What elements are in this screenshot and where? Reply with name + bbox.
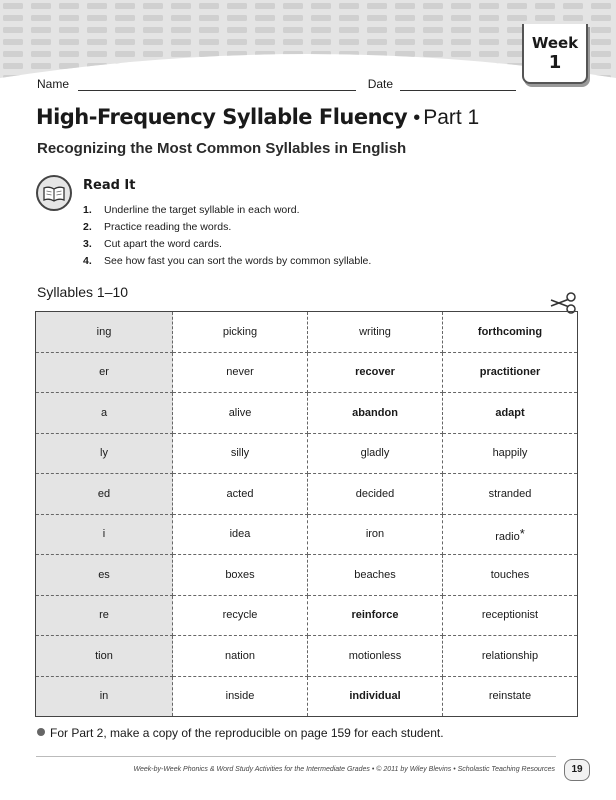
bullet-icon (37, 728, 45, 736)
footer-credit: Week-by-Week Phonics & Word Study Activities for the Intermediate Grades • © 2011 by Wiley Blevins • Scholastic Teaching Resources (133, 766, 555, 773)
word-text: recycle (222, 609, 258, 622)
syllable-cell: i (36, 514, 173, 555)
table-row (36, 474, 578, 515)
word-text: writing (359, 325, 391, 338)
table-row (36, 676, 578, 717)
word-text: happily (492, 447, 528, 460)
word-card (308, 555, 443, 596)
week-tab (522, 24, 588, 84)
word-card (443, 474, 578, 515)
word-card (443, 636, 578, 677)
word-card (173, 595, 308, 636)
word-card (308, 514, 443, 555)
word-text: silly (230, 447, 250, 460)
word-text: idea (229, 528, 251, 541)
open-book-icon (36, 175, 72, 211)
word-card (308, 352, 443, 393)
footnote-text: For Part 2, make a copy of the reproducible on page 159 for each student. (50, 726, 444, 740)
word-card (308, 676, 443, 717)
instruction-item: 4. See how fast you can sort the words by common syllable. (83, 255, 372, 267)
name-date-row (37, 77, 516, 91)
table-row (36, 312, 578, 353)
word-text: radio (495, 530, 520, 543)
word-card (443, 312, 578, 353)
word-card (173, 393, 308, 434)
word-text: nation (225, 649, 255, 662)
word-text: decided (355, 487, 395, 500)
table-row (36, 595, 578, 636)
word-text: inside (225, 690, 255, 703)
asterisk-mark: * (519, 525, 525, 541)
instruction-list (83, 203, 371, 271)
table-row (36, 514, 578, 555)
word-text: gladly (360, 447, 390, 460)
syllable-cell: ed (36, 474, 173, 515)
word-text: practitioner (479, 366, 541, 379)
word-card (443, 676, 578, 717)
week-label: Week (531, 34, 579, 52)
word-text: receptionist (481, 609, 539, 622)
word-card (443, 595, 578, 636)
word-card (173, 312, 308, 353)
footnote (37, 726, 444, 740)
word-text: iron (365, 528, 385, 541)
word-text: boxes (225, 568, 255, 581)
word-card (173, 352, 308, 393)
word-text: picking (222, 325, 258, 338)
syllable-cell: re (36, 595, 173, 636)
word-card (173, 514, 308, 555)
word-card (443, 393, 578, 434)
title-separator: • (413, 107, 421, 129)
week-number: 1 (548, 52, 562, 73)
page-title (36, 105, 479, 130)
word-text: adapt (495, 406, 525, 419)
table-row (36, 352, 578, 393)
word-card (308, 636, 443, 677)
word-card (308, 393, 443, 434)
instruction-item: 2. Practice reading the words. (83, 221, 232, 233)
word-text: reinstate (488, 690, 532, 703)
syllable-cell: es (36, 555, 173, 596)
instruction-item: 3. Cut apart the word cards. (83, 238, 222, 250)
word-card (443, 555, 578, 596)
page-subtitle: Recognizing the Most Common Syllables in English (37, 140, 407, 157)
word-card (173, 474, 308, 515)
page-number: 19 (564, 759, 590, 781)
table-row (36, 636, 578, 677)
title-main: High-Frequency Syllable Fluency (36, 105, 408, 129)
word-text: reinforce (351, 609, 399, 622)
word-card (443, 352, 578, 393)
word-text: forthcoming (477, 325, 543, 338)
word-text: acted (226, 487, 254, 500)
syllable-cell: ing (36, 312, 173, 353)
title-part: Part 1 (423, 106, 480, 129)
word-card (443, 433, 578, 474)
word-text: alive (228, 406, 252, 419)
word-text: motionless (348, 649, 402, 662)
name-label: Name (37, 77, 70, 91)
word-card (308, 474, 443, 515)
syllable-cell: tion (36, 636, 173, 677)
word-text: recover (355, 366, 395, 379)
word-text: never (226, 366, 254, 379)
syllable-cell: er (36, 352, 173, 393)
word-card (173, 433, 308, 474)
date-field[interactable] (400, 78, 516, 91)
footer-divider (36, 756, 556, 757)
word-text: relationship (481, 649, 539, 662)
word-card (308, 312, 443, 353)
word-card (173, 636, 308, 677)
word-card (443, 514, 578, 555)
word-card (308, 433, 443, 474)
word-card (308, 595, 443, 636)
instruction-item: 1. Underline the target syllable in each word. (83, 204, 300, 216)
read-it-heading: Read It (83, 178, 136, 193)
section-label: Syllables 1–10 (37, 284, 129, 300)
word-text: abandon (352, 406, 398, 419)
syllable-cell: in (36, 676, 173, 717)
word-text: beaches (354, 568, 396, 581)
word-card-table (35, 311, 578, 717)
syllable-cell: a (36, 393, 173, 434)
table-row (36, 393, 578, 434)
word-text: stranded (488, 487, 532, 500)
word-text: touches (490, 568, 530, 581)
word-card (173, 555, 308, 596)
date-label: Date (367, 77, 394, 91)
syllable-cell: ly (36, 433, 173, 474)
table-row (36, 555, 578, 596)
name-field[interactable] (78, 78, 356, 91)
word-text: individual (349, 690, 401, 703)
table-row (36, 433, 578, 474)
word-card (173, 676, 308, 717)
